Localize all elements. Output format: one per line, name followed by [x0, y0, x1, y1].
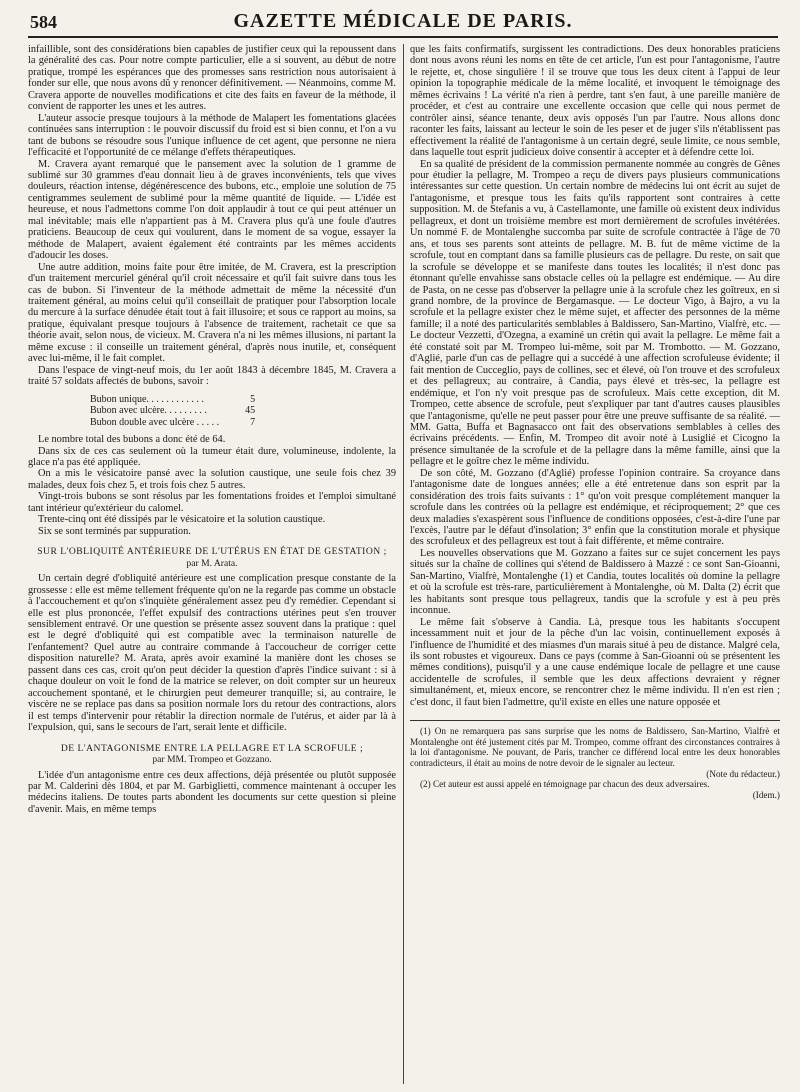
- section-heading-pellagre: [28, 743, 396, 766]
- left-column: [28, 44, 396, 815]
- stat-label: Bubon unique. . . . . . . . . . . .: [90, 393, 204, 405]
- table-row: [88, 417, 257, 429]
- paragraph: Dans six de ces cas seulement où la tumeur était dure, volumineuse, indolente, la glace n'a pas été appliquée.: [28, 445, 396, 468]
- paragraph: Une autre addition, moins faite pour être imitée, de M. Cravera, est la prescription d'un traitement mercuriel général qu'il croit nécessaire et qu'il fait suivre dans tous les cas de bubon. Si l'inventeur de la méthode admettait de même la nécessité d'un traitement général, au moins celui qu'il conseillait de pratiquer pour l'absorption locale du mercure à la surface dénudée était tout à fait illusoire; et sous ce rapport au moins, sa pratique, équivalant presque toujours à l'absence de traitement, rachetait ce que sa théorie avait, selon nous, de vicieux. M. Cravera n'a ni les mêmes illusions, ni partant la même excuse : il conseille un traitement général, d'après nous inutile, et, conséquent avec lui-même, il le fait complet.: [28, 261, 396, 365]
- section-title: SUR L'OBLIQUITÉ ANTÉRIEURE DE L'UTÉRUS EN ÉTAT DE GESTATION ;: [37, 546, 387, 558]
- section-title: DE L'ANTAGONISME ENTRE LA PELLAGRE ET LA SCROFULE ;: [60, 742, 364, 754]
- stat-value: 5: [250, 393, 256, 405]
- section-heading-uterus: [28, 546, 396, 569]
- footnote-signature: (Note du rédacteur.): [706, 768, 780, 779]
- stat-label: Bubon avec ulcère. . . . . . . . .: [90, 405, 207, 417]
- journal-title: GAZETTE MÉDICALE DE PARIS.: [233, 10, 573, 32]
- column-divider: [403, 44, 404, 1084]
- paragraph: Un certain degré d'obliquité antérieure est une complication presque constante de la grossesse : elle est même tellement fréquente qu'on ne la regarde pas comme un obstacle à l'accouchement et qu'on s'inquiète généralement assez peu d'y remédier. Cependant si elle est plus prononcée, l'effet expulsif des contractions utérines peut s'en trouver sensiblement entravé. Or une question se présente assez souvent dans la pratique : quel est le degré d'obliquité qui est compatible avec la terminaison naturelle de l'enfantement? Quel autre au contraire commande à l'accoucheur de corriger cette disposition naturelle? M. Arata, après avoir examiné la manière dont les choses se passent dans ces cas, croit qu'on peut décider la question d'après l'indice suivant : si à chaque douleur on voit le fond de la matrice se relever, on doit compter sur un heureux accouchement spontané, et le chirurgien peut demeurer tranquille; si, au contraire, le viscère ne se replace pas dans sa position normale lors du retour des contractions, alors il est temps d'intervenir pour rétablir la direction normale de l'utérus, et aider par là à l'expulsion, qui, sans le secours de l'art, serait lente et difficile.: [28, 573, 396, 734]
- paragraph: Le nombre total des bubons a donc été de 64.: [38, 434, 226, 446]
- paragraph: L'auteur associe presque toujours à la méthode de Malapert les fomentations glacées continuées sans interruption : le pouvoir discussif du froid est si bien connu, et l'on a vu tant de bubons se résoudre sous l'unique influence de cet agent, que personne ne niera l'efficacité et l'opportunité de ce mélange d'effets thérapeutiques.: [28, 112, 396, 159]
- paragraph: infaillible, sont des considérations bien capables de justifier ceux qui la repoussent dans la généralité des cas. Pour notre compte particulier, elle a si souvent, au début de notre pratique, trompé les espérances que des promesses sans restriction nous autorisaient à fonder sur elle, que nous avons dû y renoncer définitivement. — Néanmoins, comme M. Cravera apporte de nouvelles modifications et cite des faits en faveur de la méthode, il convient de rapporter les unes et les autres.: [28, 44, 396, 113]
- paragraph: En sa qualité de président de la commission permanente nommée au congrès de Gênes pour étudier la pellagre, M. Trompeo a reçu de divers pays plusieurs communications intéressantes sur cette question. Un certain nombre de médecins lui ont écrit au sujet de l'antagonisme, et presque tous les faits qu'ils rapportent sont contraires à cette supposition. M. de Stefanis a vu, à Castellamonte, une famille où existent deux individus pellagreux, et dont un troisième membre est mort dernièrement de scrofules invétérées. Un nommé F. de Montalenghe succomba par suite de scrofule contractée à l'âge de 70 ans, et tous ses parents sont atteints de pellagre. M. B. fut de même victime de la scrofule, tout en comptant dans sa famille plusieurs cas de pellagre. Du reste, on sait que la scrofule se développe et se manifeste dans toutes les localités; il n'est donc pas étonnant qu'elle envahisse sans obstacle celles où la pellagre est endémique. — Au dire de Pasta, on ne cesse pas d'observer la pellagre unie à la scrofule chez les goîtreux, en si grand nombre, de la province de Bergamasque. — Le docteur Vigo, à Bajro, a vu la scrofule et la pellagre exister chez le même sujet, et affecter des personnes de la même famille; il a noté des particularités semblables à Baldissero, San-Martino, Vialfrè, etc. — Le docteur Vezzetti, d'Ozegna, a examiné un crétin qui avait la pellagre. Le même fait a été constaté soit par M. Trompeo lui-même, soit par M. Trombotto. — M. Gozzano, d'Aglié, parle d'un cas de pellagre qui a succédé à une affection scrofuleuse évidente; il fait mention de Cucceglio, pays de collines, sec et élevé, où l'on trouve et des scrofuleux et des pellagreux; au contraire, à Candia, pays élevé et très-sec, la pellagre est endémique, et l'on n'y voit presque pas de scrofuleux. Mais cette exception, dit M. Trompeo, cette absence de scrofule, peut s'expliquer par tant d'autres causes plausibles que l'antagonisme, qu'elle ne peut passer pour être une preuve suffisante de sa réalité. — MM. Gatta, Buffa et Bagnasacco ont fait des observations semblables à celles des écrivains précédents. — Enfin, M. Trompeo dit avoir noté à Lusiglié et Cicogno la présence simultanée de la scrofule et de la pellagre dans la même famille, ainsi que la pellagre et le goître chez le même individu.: [410, 158, 780, 468]
- page-header: [28, 10, 778, 38]
- paragraph: que les faits confirmatifs, surgissent les contradictions. Des deux honorables praticiens dont nous avons réuni les noms en tête de cet article, l'un est pour l'antagonisme, l'autre le rejette, et, chose singulière ! il se trouve que tous les deux citent à l'appui de leur opinion la topographie médicale de la même localité, et invoquent le témoignage des mêmes écrivains ! La vérité n'a rien à perdre, tant s'en faut, à une pareille manière de procéder, et c'est au contraire une excellente occasion que celle qui nous permet de contrôler ainsi, séance tenante, deux avis opposés l'un par l'autre. Nous allons donc raconter les faits, laissant au lecteur le soin de les peser et de juger s'ils n'établissent pas effectivement la réalité de l'antagonisme à un certain degré, seule limite, ce nous semble, dans laquelle tout esprit judicieux doive consentir à accepter et à défendre cette loi.: [410, 44, 780, 159]
- paragraph: Six se sont terminés par suppuration.: [38, 525, 191, 537]
- paragraph: On a mis le vésicatoire pansé avec la solution caustique, une seule fois chez 39 malades, deux fois chez 5, et trois fois chez 5 autres.: [28, 468, 396, 491]
- paragraph: Le même fait s'observe à Candia. Là, presque tous les habitants s'occupent incessamment nuit et jour de la pêche d'un lac voisin, continuellement exposés à l'influence de l'humidité et des miasmes d'un marais situé à peu de distance. Malgré cela, ils sont robustes et vigoureux. Dans ce pays (comme à San-Gioanni où se présentent les mêmes conditions), puisqu'il y a une cause endémique locale de pellagre et une cause accidentelle de scrofules, il semble que les deux affections devraient y régner simultanément, et, mieux encore, se rencontrer chez le même individu. Il n'en est rien ; c'est donc, il faut bien l'admettre, qu'il existe en elles une nature opposée et: [410, 616, 780, 708]
- paragraph: De son côté, M. Gozzano (d'Aglié) professe l'opinion contraire. Sa croyance dans l'antagonisme date de longues années; elle a été entretenue dans son esprit par la considération des trois faits suivants : 1° qu'on voit presque complétement manquer la scrofule dans les contrées où la pellagre est endémique, et réciproquement; 2° que ces deux maladies s'exaspèrent sous l'influence de conditions opposées, c'est-à-dire l'une par l'excès, l'autre par le défaut d'insolation; 3° enfin que la constitution morale et physique des scrofuleux et des pellagreux est tout à fait différente, et même contraire.: [410, 467, 780, 548]
- right-column: [410, 44, 780, 800]
- footnote: (1) On ne remarquera pas sans surprise que les noms de Baldissero, San-Martino, Vialfrè et Montalenghe ont été justement cités par M. Trompeo, comme offrant des circonstances contraires à la loi d'antagonisme. Ne pouvant, de Paris, trancher ce différend local entre les deux honorables contradicteurs, il était au moins de notre devoir de le signaler au lecteur.: [410, 726, 780, 769]
- paragraph: L'idée d'un antagonisme entre ces deux affections, déjà présentée ou plutôt supposée par M. Calderini dès 1804, et par M. Garbiglietti, commence maintenant à occuper les médecins italiens. De toutes parts abondent les documents sur cette question si pleine d'avenir. Mais, en même temps: [28, 769, 396, 815]
- table-row: [88, 405, 257, 417]
- paragraph: M. Cravera ayant remarqué que le pansement avec la solution de 1 gramme de sublimé sur 30 grammes d'eau donnait lieu à de graves inconvénients, tels que vives douleurs, réaction intense, dégénérescence des bubons, etc., emploie une solution de 75 centigrammes seulement de sublimé pour la même quantité de liquide. — L'idée est heureuse, et nous l'admettons comme l'on doit applaudir à tout ce qui peut atténuer un mal inévitable; mais elle n'appartient pas à M. Cravera plus qu'à une foule d'autres praticiens. Beaucoup de ceux qui voulurent, dans le moment de sa vogue, essayer la méthode de Malapert, avaient également été contraints par les mêmes accidents d'adoucir les doses.: [28, 158, 396, 262]
- stat-label: Bubon double avec ulcère . . . . .: [90, 416, 220, 428]
- page-number: 584: [30, 12, 57, 32]
- bubon-stats-table: [88, 394, 257, 429]
- stat-value: 7: [250, 416, 256, 428]
- paragraph: Les nouvelles observations que M. Gozzano a faites sur ce sujet concernent les pays situés sur la chaîne de collines qui s'étend de Baldissero à Mazzé : ce sont San-Gioanni, San-Martino, Vialfrè, Montalenghe (1) et Candia, toutes localités où domine la pellagre et où la scrofule est très-rare, particulièrement à Montalenghe, où M. Dalta (2) écrit que les habitants sont presque tous pellagreux, tandis que la scrofule y est à peu près inconnue.: [410, 547, 780, 617]
- stat-value: 45: [245, 405, 256, 417]
- table-row: [88, 394, 257, 406]
- footnote: (2) Cet auteur est aussi appelé en témoignage par chacun des deux adversaires.: [420, 779, 710, 790]
- section-author: par MM. Trompeo et Gozzano.: [152, 754, 272, 766]
- footnote-signature: (Idem.): [752, 789, 780, 800]
- paragraph: Trente-cinq ont été dissipés par le vésicatoire et la solution caustique.: [38, 514, 326, 526]
- paragraph: Vingt-trois bubons se sont résolus par les fomentations froides et l'emploi simultané tant intérieur qu'extérieur du calomel.: [28, 491, 396, 514]
- section-author: par M. Arata.: [186, 557, 238, 569]
- footnote-divider: [410, 720, 780, 721]
- paragraph: Dans l'espace de vingt-neuf mois, du 1er août 1843 à décembre 1845, M. Cravera a traité 57 soldats affectés de bubons, savoir :: [28, 364, 396, 388]
